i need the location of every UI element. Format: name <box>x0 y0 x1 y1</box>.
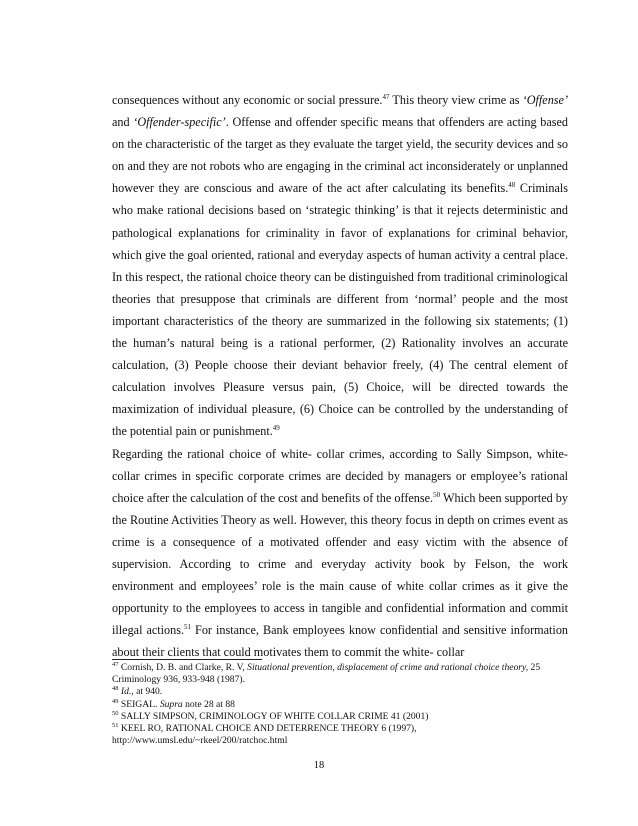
footnote-text: 25 Criminology 936, 933-948 (1987). <box>112 662 541 686</box>
footnote-number: 50 <box>112 709 119 717</box>
footnote-text: KEEL RO, RATIONAL CHOICE AND DETERRENCE THEORY 6 (1997), <box>118 723 417 735</box>
footnote-49 <box>112 699 568 711</box>
italic-term-offense: ‘Offense’ <box>522 93 569 107</box>
footnote-link[interactable]: http://www.umsl.edu/~rkeel/200/ratchoc.html <box>112 735 288 747</box>
footnote-number: 49 <box>112 697 119 705</box>
text-run: consequences without any economic or social pressure. <box>112 93 383 107</box>
footnote-ref-50[interactable]: 50 <box>433 490 441 499</box>
footnote-ref-49[interactable]: 49 <box>272 424 280 433</box>
footnote-title: Supra <box>159 698 183 710</box>
paragraph-white-collar <box>112 443 568 664</box>
footnote-text: SEIGAL. <box>118 698 160 710</box>
text-run: For instance, Bank employees know confidential and sensitive information about their clients that could motivates them to commit the white- collar <box>112 623 569 660</box>
footnotes <box>112 662 568 747</box>
footnote-separator <box>112 659 262 660</box>
text-run: Regarding the rational choice of white- collar crimes, according to Sally Simpson, white-collar crimes in specific corporate crimes are decided by managers or employee’s rational choice after the calculation of the cost and benefits of the offense. <box>112 446 568 505</box>
paragraph-rational-choice <box>112 89 568 443</box>
body-text <box>112 89 568 663</box>
footnote-ref-48[interactable]: 48 <box>508 181 516 190</box>
footnote-title: Situational prevention, displacement of crime and rational choice theory, <box>247 662 529 673</box>
text-run: . Offense and offender specific means that offenders are acting based on the characteristic of the target as they evaluate the target yield, the security devices and so on and they are not robots who are engaging in the criminal act inconsiderately or unplanned however they are conscious and aware of the act after calculating its benefits. <box>112 115 568 196</box>
footnote-text: Cornish, D. B. and Clarke, R. V, <box>118 662 248 673</box>
footnote-text: note 28 at 88 <box>182 698 235 710</box>
footnote-number: 47 <box>112 661 119 668</box>
text-run: and <box>112 115 134 130</box>
footnote-text: , at 940. <box>131 686 163 698</box>
footnote-ref-47[interactable]: 47 <box>382 93 390 101</box>
footnote-text: SALLY SIMPSON, CRIMINOLOGY OF WHITE COLLAR CRIME 41 (2001) <box>118 710 429 722</box>
italic-term-offender-specific: ‘Offender-specific’ <box>133 115 226 130</box>
text-run: This theory view crime as <box>389 93 523 107</box>
footnote-47 <box>112 662 568 686</box>
page-number: 18 <box>313 760 325 771</box>
footnote-48 <box>112 686 568 698</box>
footnote-51 <box>112 723 568 747</box>
footnote-number: 51 <box>112 722 119 730</box>
text-run: Which been supported by the Routine Activities Theory as well. However, this theory focus in depth on crimes event as crime is a consequence of a motivated offender and easy victim with the absence of supervision. According to crime and everyday activity book by Felson, the work environment and employees’ role is the main cause of white collar crimes as it give the opportunity to the employees to access in tangible and confidential information and commit illegal actions. <box>112 490 568 638</box>
footnote-number: 48 <box>112 685 119 693</box>
text-run: Criminals who make rational decisions based on ‘strategic thinking’ is that it rejects deterministic and pathological explanations for criminality in favor of explanations for criminal behavior, which give the goal oriented, rational and everyday aspects of human activity a central place. In this respect, the rational choice theory can be distinguished from traditional criminological theories that presuppose that criminals are different from ‘normal’ people and the most important characteristics of the theory are summarized in the following six statements; (1) the human’s natural being is a rational performer, (2) Rationality involves an accurate calculation, (3) People choose their deviant behavior freely, (4) The central element of calculation involves Pleasure versus pain, (5) Choice, will be directed towards the maximization of individual pleasure, (6) Choice can be controlled by the understanding of the potential pain or punishment. <box>112 181 568 439</box>
footnote-ref-51[interactable]: 51 <box>184 623 192 632</box>
footnote-50 <box>112 711 568 723</box>
footnote-title: Id. <box>118 686 132 698</box>
